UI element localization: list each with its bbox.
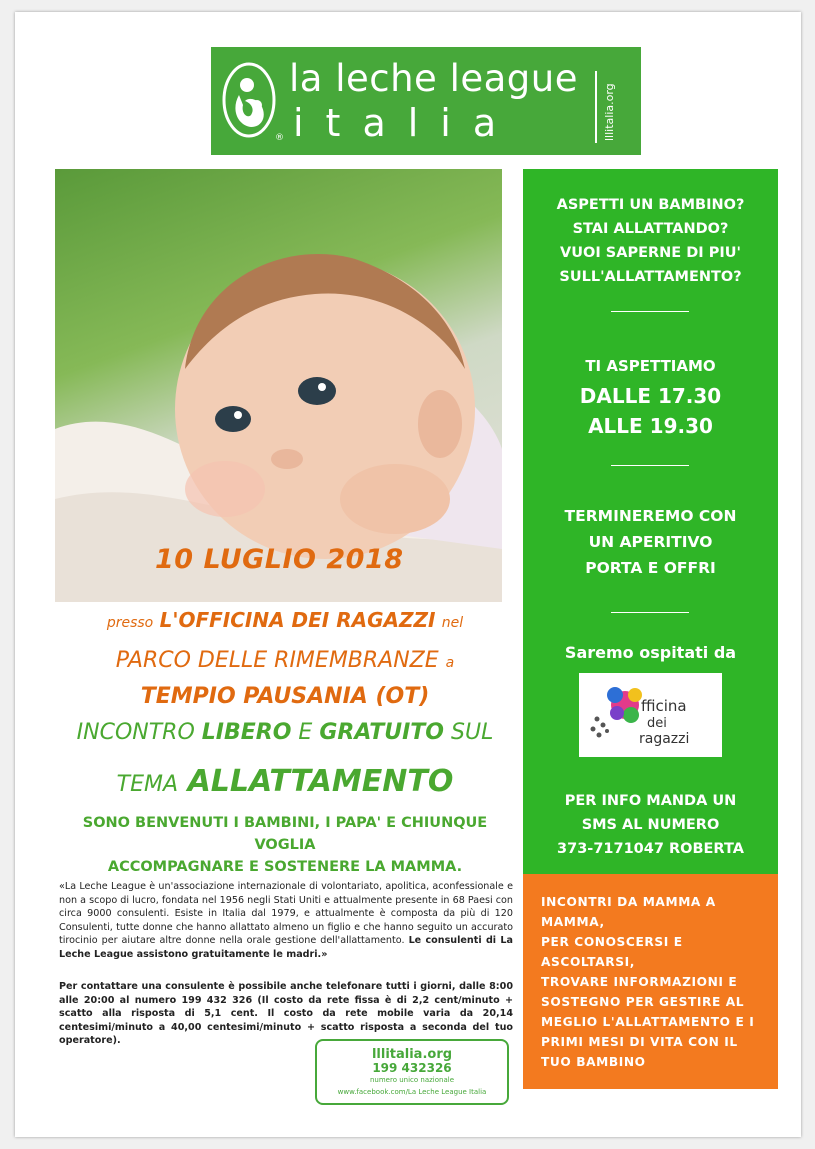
free-meeting-line [55,720,515,745]
divider [611,465,689,466]
logo-divider [595,71,597,143]
end-time: ALLE 19.30 [588,414,713,438]
questions-block [523,193,778,289]
purpose-2: PER CONOSCERSI E ASCOLTARSI, [541,935,683,969]
aperitivo-block [523,503,778,581]
info-sidebar [523,169,778,874]
logo-url: lllitalia.org [603,83,616,141]
sms-info-block [523,789,778,861]
end-line-1: TERMINEREMO CON [564,507,737,525]
description-text: «La Leche League è un'associazione internazionale di volontariato, apolitica, aconfessionale e non a scopo di lucro, fondata nel 1956 negli Stati Uniti e attualmente presente in 68 Paesi con circa 9000 consulenti. Esiste in Italia dal 1979, e attualmente è composta da più di 120 Consulenti, tutte donne che hanno allattato almeno un figlio e che hanno seguito un accurato tirocinio per aiutare altre donne nella orale gestione dell'allattamento. [59,881,513,947]
phone-box [315,1039,509,1105]
libero-label: LIBERO [201,720,292,745]
registered-mark: ® [275,133,284,143]
info-line-2: SMS AL NUMERO [581,817,720,833]
venue-name: L'OFFICINA DEI RAGAZZI [159,608,436,632]
topic-line [55,764,515,799]
city-line: TEMPIO PAUSANIA (OT) [140,684,430,709]
phone-box-number: 199 432326 [372,1061,452,1075]
end-line-3: PORTA E OFFRI [585,559,716,577]
puzzle-icon [579,673,722,757]
event-date: 10 LUGLIO 2018 [155,544,404,575]
park-line [55,648,515,673]
purpose-1: INCONTRI DA MAMMA A MAMMA, [541,895,716,929]
purpose-3: TROVARE INFORMAZIONI E SOSTEGNO PER GESTIRE AL MEGLIO L'ALLATTAMENTO E I PRIMI MESI DI VITA CON IL TUO BAMBINO [541,975,755,1069]
phone-box-facebook: www.facebook.com/La Leche League Italia [337,1088,487,1096]
question-1: ASPETTI UN BAMBINO? [556,197,745,213]
mother-baby-emblem-icon [221,61,277,139]
end-line-2: UN APERITIVO [588,533,713,551]
time-block [523,351,778,441]
incontro-label: INCONTRO [76,720,195,745]
welcome-text [55,812,515,878]
phone-box-note: numero unico nazionale [369,1076,454,1084]
lll-logo [211,47,641,155]
officina-logo [579,673,722,757]
question-2: STAI ALLATTANDO? [572,221,729,237]
presso-label: presso [106,615,154,631]
lll-description [59,880,513,962]
question-3: VUOI SAPERNE DI PIU' [560,245,741,261]
venue-line [55,608,515,632]
info-line-1: PER INFO MANDA UN [564,793,737,809]
e-label: E [298,720,313,745]
contact-info: Per contattare una consulente è possibile anche telefonare tutti i giorni, dalle 8:00 alle 20:00 al numero 199 432 326 (Il costo da rete fissa è di 2,2 cent/minuto + scatto alla risposta di 5,1 cent. Il costo da rete mobile varia da 20,14 centesimi/minuto a 40,00 centesimi/minuto + scatto risposta a seconda del tuo operatore). [59,981,513,1047]
phone-box-url: lllitalia.org [371,1047,453,1062]
welcome-line-2: ACCOMPAGNARE E SOSTENERE LA MAMMA. [107,859,463,875]
baby-photo [55,169,502,602]
nel-label: nel [441,615,464,631]
sul-label: SUL [451,720,494,745]
topic-name: ALLATTAMENTO [187,764,454,799]
baby-illustration [55,169,502,602]
dei-word: dei [647,716,667,731]
wait-label: TI ASPETTIAMO [585,357,716,375]
flyer-page [15,12,801,1137]
divider [611,311,689,312]
question-4: SULL'ALLATTAMENTO? [559,269,742,285]
logo-country: italia [293,101,519,145]
meeting-purpose-box [523,874,778,1089]
park-name: PARCO DELLE RIMEMBRANZE [115,648,439,673]
welcome-line-1: SONO BENVENUTI I BAMBINI, I PAPA' E CHIUNQUE VOGLIA [82,815,488,853]
divider [611,612,689,613]
info-line-3: 373-7171047 ROBERTA [557,841,744,857]
host-label: Saremo ospitati da [564,643,737,662]
description-bold: Le consulenti di La Leche League assistono gratuitamente le madri.» [59,935,513,960]
gratuito-label: GRATUITO [319,720,445,745]
a-label: a [445,655,455,671]
start-time: DALLE 17.30 [579,384,722,408]
officina-word: fficina [641,697,687,715]
ragazzi-word: ragazzi [639,731,690,747]
tema-label: TEMA [116,772,179,797]
logo-title: la leche league [289,57,578,100]
